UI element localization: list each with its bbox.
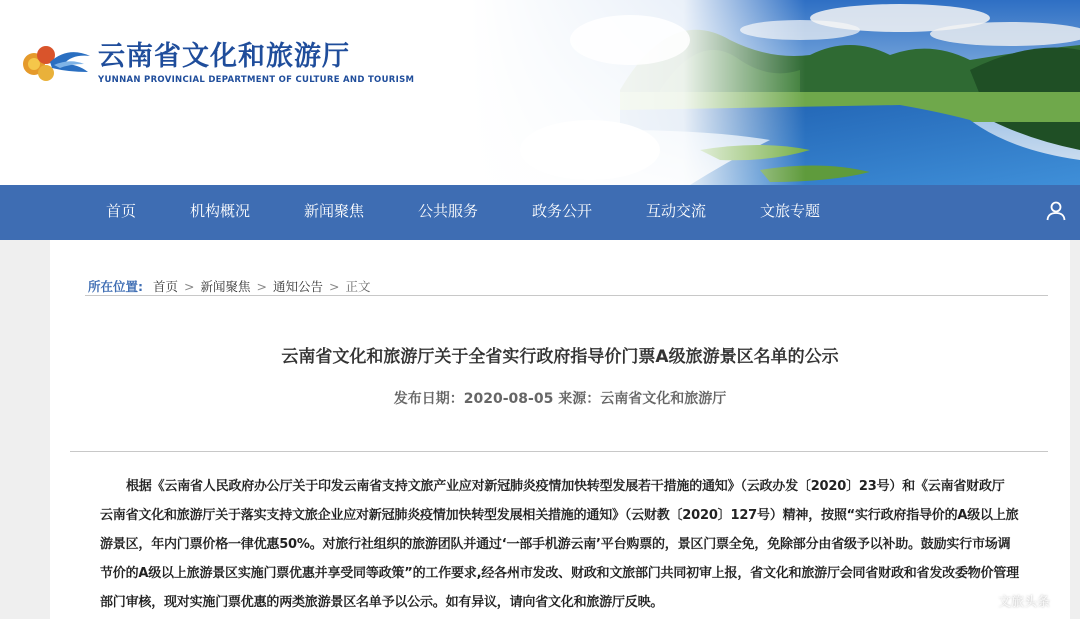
breadcrumb-current: 正文 xyxy=(345,279,371,294)
divider xyxy=(70,451,1048,452)
breadcrumb-separator: > xyxy=(329,279,340,294)
site-name-english: YUNNAN PROVINCIAL DEPARTMENT OF CULTURE AND TOURISM xyxy=(98,75,415,85)
header-banner xyxy=(0,0,1080,185)
article-meta: 发布日期：2020-08-05 来源：云南省文化和旅游厅 xyxy=(393,391,727,407)
breadcrumb-link-home[interactable]: 首页 xyxy=(152,279,178,294)
article-paragraph: 根据《云南省人民政府办公厅关于印发云南省支持文旅产业应对新冠肺炎疫情加快转型发展若干措施的通知》（云政办发〔2020〕23号）和《云南省财政厅 云南省文化和旅游厅关于落实支持文旅企业应对新冠肺炎疫情加快转型发展相关措施的通知》（云财教〔2020〕127号）精神，按照“实行政府指导价的A级以上旅游景区，年内门票价格一律优惠50%。对旅行社组织的旅游团队并通过‘一部手机游云南’平台购票的，景区门票全免，免除部分由省级予以补助。鼓励实行市场调节价的A级以上旅游景区实施门票优惠并享受同等政策”的工作要求,经各州市发改、财政和文旅部门共同初审上报，省文化和旅游厅会同省财政和省发改委物价管理部门审核，现对实施门票优惠的两类旅游景区名单予以公示。如有异议，请向省文化和旅游厅反映。 xyxy=(100,479,1019,610)
article-panel xyxy=(50,240,1070,619)
breadcrumb xyxy=(88,277,371,295)
breadcrumb-label: 所在位置: xyxy=(88,279,143,294)
breadcrumb-link-notices[interactable]: 通知公告 xyxy=(272,279,323,294)
nav-item-news[interactable]: 新闻聚焦 xyxy=(304,202,365,220)
breadcrumb-link-news[interactable]: 新闻聚焦 xyxy=(200,279,251,294)
logo-emblem-icon xyxy=(20,38,92,88)
divider xyxy=(85,295,1048,296)
site-name: 云南省文化和旅游厅 xyxy=(98,41,350,72)
nav-item-public-service[interactable]: 公共服务 xyxy=(418,202,479,220)
breadcrumb-separator: > xyxy=(256,279,267,294)
site-logo[interactable] xyxy=(20,38,414,88)
main-nav xyxy=(0,185,1080,240)
article-body xyxy=(100,472,1020,617)
watermark: 文旅头条 xyxy=(998,595,1051,610)
article-title: 云南省文化和旅游厅关于全省实行政府指导价门票A级旅游景区名单的公示 xyxy=(281,347,839,367)
nav-item-home[interactable]: 首页 xyxy=(106,202,137,220)
nav-item-government-affairs[interactable]: 政务公开 xyxy=(532,202,593,220)
breadcrumb-separator: > xyxy=(184,279,195,294)
user-icon[interactable] xyxy=(1044,199,1068,223)
nav-item-topics[interactable]: 文旅专题 xyxy=(760,202,821,220)
nav-item-organization[interactable]: 机构概况 xyxy=(190,202,251,220)
nav-item-interaction[interactable]: 互动交流 xyxy=(646,202,707,220)
scenery-image xyxy=(470,0,1080,185)
